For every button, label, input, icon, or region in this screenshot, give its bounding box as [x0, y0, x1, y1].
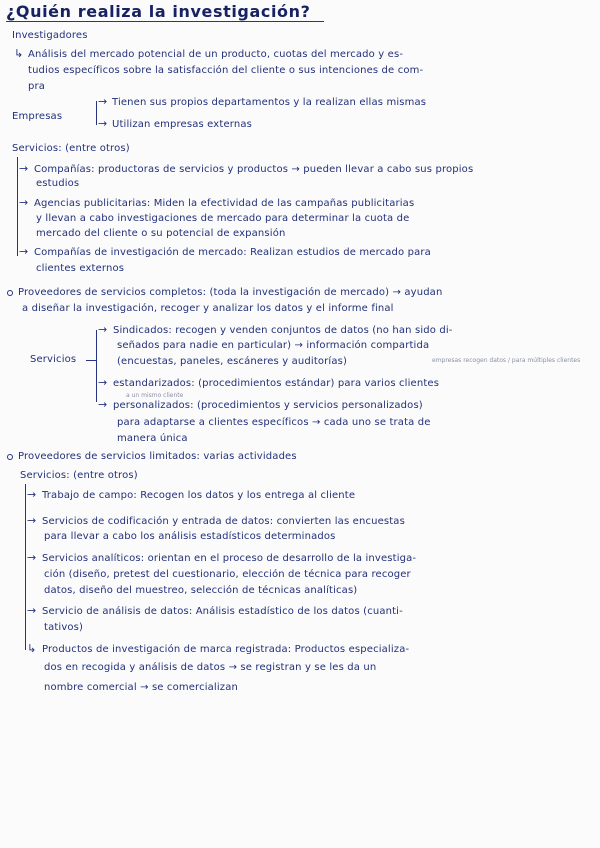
title-underline: [6, 21, 324, 22]
connector-line: [86, 360, 96, 361]
arrow-icon: →: [27, 488, 37, 501]
text-line: nombre comercial → se comercializan: [44, 682, 238, 693]
text-line: Análisis del mercado potencial de un producto, cuotas del mercado y es-: [28, 49, 404, 60]
text-line: Servicios: (entre otros): [20, 470, 138, 481]
text-line: manera única: [117, 433, 188, 444]
section-heading-investigadores: Investigadores: [12, 30, 88, 41]
arrow-icon: →: [98, 376, 108, 389]
bullet-icon: [7, 290, 13, 296]
text-line: Trabajo de campo: Recogen los datos y los entrega al cliente: [42, 490, 356, 501]
arrow-icon: →: [19, 245, 29, 258]
arrow-icon: →: [98, 117, 108, 130]
arrow-icon: →: [27, 604, 37, 617]
text-line: Productos de investigación de marca registrada: Productos especializa-: [42, 644, 410, 655]
section-heading-servicios: Servicios: (entre otros): [12, 143, 130, 154]
label-empresas: Empresas: [12, 111, 63, 122]
text-line: y llevan a cabo investigaciones de mercado para determinar la cuota de: [36, 213, 410, 224]
text-line: Proveedores de servicios completos: (toda la investigación de mercado) → ayudan: [18, 287, 443, 298]
text-line: Agencias publicitarias: Miden la efectividad de las campañas publicitarias: [34, 198, 415, 209]
arrow-icon: →: [98, 95, 108, 108]
text-line: estudios: [36, 178, 80, 189]
text-line: estandarizados: (procedimientos estándar) para varios clientes: [113, 378, 440, 389]
arrow-icon: →: [27, 551, 37, 564]
label-servicios: Servicios: [30, 354, 77, 365]
text-line: mercado del cliente o su potencial de expansión: [36, 228, 286, 239]
text-line: clientes externos: [36, 263, 125, 274]
text-line: dos en recogida y análisis de datos → se registran y se les da un: [44, 662, 377, 673]
text-line: para llevar a cabo los análisis estadísticos determinados: [44, 531, 336, 542]
text-line: a diseñar la investigación, recoger y analizar los datos y el informe final: [22, 303, 394, 314]
text-line: Sindicados: recogen y venden conjuntos de datos (no han sido di-: [113, 325, 453, 336]
text-line: Compañías: productoras de servicios y productos → pueden llevar a cabo sus propios: [34, 164, 474, 175]
arrow-icon: ↳: [14, 47, 24, 60]
brace-icon: [96, 101, 97, 125]
text-line: Tienen sus propios departamentos y la realizan ellas mismas: [112, 97, 427, 108]
text-line: ción (diseño, pretest del cuestionario, elección de técnica para recoger: [44, 569, 411, 580]
arrow-icon: →: [98, 398, 108, 411]
text-line: pra: [28, 81, 46, 92]
arrow-icon: →: [27, 514, 37, 527]
pencil-note: a un mismo cliente: [126, 392, 184, 399]
arrow-icon: →: [98, 323, 108, 336]
text-line: para adaptarse a clientes específicos → cada uno se trata de: [117, 417, 431, 428]
text-line: (encuestas, paneles, escáneres y auditorías): [117, 356, 348, 367]
text-line: Servicios de codificación y entrada de datos: convierten las encuestas: [42, 516, 405, 527]
text-line: Servicio de análisis de datos: Análisis estadístico de los datos (cuanti-: [42, 606, 403, 617]
bullet-icon: [7, 454, 13, 460]
brace-icon: [96, 330, 97, 402]
text-line: personalizados: (procedimientos y servicios personalizados): [113, 400, 423, 411]
text-line: Proveedores de servicios limitados: varias actividades: [18, 451, 297, 462]
brace-icon: [25, 484, 26, 650]
text-line: Utilizan empresas externas: [112, 119, 252, 130]
text-line: tativos): [44, 622, 84, 633]
pencil-note: empresas recogen datos / para múltiples clientes: [432, 357, 581, 364]
text-line: datos, diseño del muestreo, selección de técnicas analíticas): [44, 585, 358, 596]
page-title: ¿Quién realiza la investigación?: [6, 2, 311, 21]
arrow-icon: →: [19, 196, 29, 209]
arrow-icon: →: [19, 162, 29, 175]
text-line: señados para nadie en particular) → información compartida: [117, 340, 430, 351]
text-line: Servicios analíticos: orientan en el proceso de desarrollo de la investiga-: [42, 553, 417, 564]
arrow-icon: ↳: [27, 642, 37, 655]
text-line: Compañías de investigación de mercado: Realizan estudios de mercado para: [34, 247, 431, 258]
text-line: tudios específicos sobre la satisfacción del cliente o sus intenciones de com-: [28, 65, 424, 76]
brace-icon: [17, 157, 18, 256]
